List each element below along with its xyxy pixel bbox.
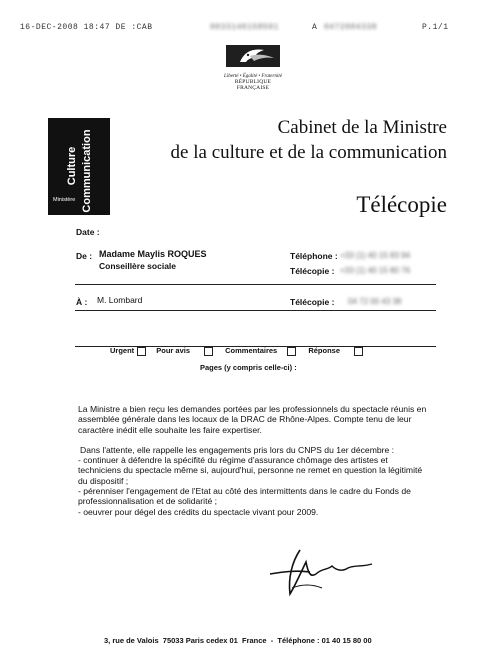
telephone-value: +33 (1) 40 15 83 94 <box>340 251 411 260</box>
body-bullet: - oeuvrer pour dégel des crédits du spectacle vivant pour 2009. <box>78 506 319 517</box>
body-bullet: - pérenniser l'engagement de l'Etat au côté des intermittents dans le cadre du Fonds de professionnalisation et de solidarité ; <box>78 486 411 507</box>
commentaires-label: Commentaires <box>225 346 278 355</box>
fax-recipient-number: 0472004338 <box>324 23 378 32</box>
republique-name: RÉPUBLIQUE FRANÇAISE <box>234 79 272 91</box>
pour-avis-label: Pour avis <box>156 346 191 355</box>
document-type: Télécopie <box>356 192 447 217</box>
fax-recipient-prefix: A <box>312 23 318 32</box>
to-telecopie-value: 04 72 00 43 38 <box>348 297 402 306</box>
marianne-logo-icon <box>218 44 288 68</box>
pages-label: Pages (y compris celle-ci) : <box>200 363 297 372</box>
reponse-checkbox[interactable] <box>354 347 363 356</box>
fax-page-number: P.1/1 <box>422 23 449 32</box>
cabinet-subtitle: de la culture et de la communication <box>170 142 447 163</box>
ministry-block <box>48 118 110 215</box>
separator-rule <box>75 284 436 285</box>
telecopie-label: Télécopie : <box>290 266 335 276</box>
body-bullet: - continuer à défendre la spécifité du régime d'assurance chômage des artistes et techniciens du spectacle même si, aujourd'hui, personne ne remet en question la légitimité du dispositif ; <box>78 455 423 486</box>
body-paragraph: Dans l'attente, elle rappelle les engagements pris lors du CNPS du 1er décembre : <box>80 444 395 455</box>
urgent-checkbox[interactable] <box>137 347 146 356</box>
cabinet-title: Cabinet de la Ministre <box>277 117 447 138</box>
telecopie-value: +33 (1) 40 15 80 76 <box>340 266 411 275</box>
culture-label: Culture <box>66 146 78 186</box>
signature-icon <box>262 548 382 598</box>
fax-sender-number: 0033140158591 <box>210 23 279 32</box>
letter-body <box>78 404 430 517</box>
pour-avis-checkbox[interactable] <box>204 347 213 356</box>
fax-datetime: 16-DEC-2008 18:47 DE :CAB <box>20 23 153 32</box>
urgent-label: Urgent <box>110 346 135 355</box>
from-role: Conseillère sociale <box>99 261 177 271</box>
communication-label: Communication <box>81 129 93 213</box>
separator-rule <box>75 310 436 311</box>
from-label: De : <box>76 251 93 261</box>
checkbox-row <box>110 346 367 356</box>
body-paragraph: La Ministre a bien reçu les demandes portées par les professionnels du spectacle réunis en assemblée générale dans les locaux de la DRAC de Rhône-Alpes. Compte tenu de leur caractère inédit elle souhaite les faire expertiser. <box>78 404 427 435</box>
footer-address: 3, rue de Valois 75033 Paris cedex 01 France - Téléphone : 01 40 15 80 00 <box>104 636 372 645</box>
republique-motto: Liberté • Égalité • Fraternité <box>224 74 282 79</box>
reponse-label: Réponse <box>308 346 341 355</box>
ministere-label: Ministère <box>53 197 76 203</box>
to-name: M. Lombard <box>97 295 143 305</box>
to-telecopie-label: Télécopie : <box>290 297 335 307</box>
date-label: Date : <box>76 227 100 237</box>
to-label: À : <box>76 297 88 307</box>
republique-logo <box>218 44 288 91</box>
telephone-label: Téléphone : <box>290 251 338 261</box>
from-name: Madame Maylis ROQUES <box>99 249 207 259</box>
commentaires-checkbox[interactable] <box>287 347 296 356</box>
